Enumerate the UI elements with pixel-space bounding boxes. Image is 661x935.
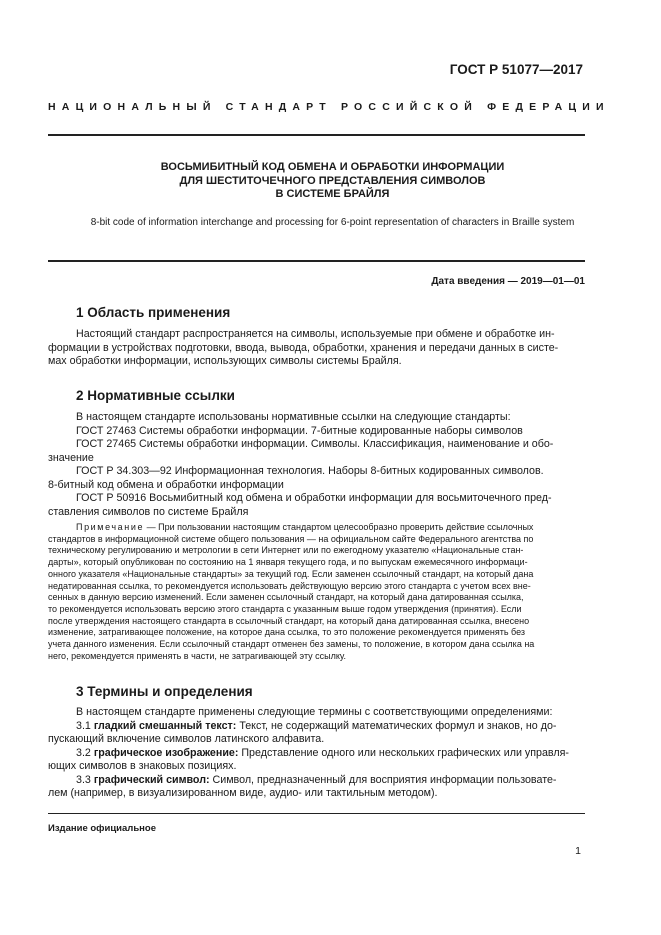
section-3-heading: 3 Термины и определения	[76, 684, 253, 699]
term-number: 3.1	[76, 719, 94, 732]
section-1-line: Настоящий стандарт распространяется на символы, используемые при обмене и обработке ин-	[76, 328, 555, 340]
standard-number: ГОСТ Р 51077—2017	[449, 62, 583, 77]
term-number: 3.2	[76, 746, 94, 759]
note-label: Примечание	[76, 522, 145, 532]
term-name: графический символ:	[93, 773, 210, 786]
top-divider	[48, 134, 585, 136]
term-definition: Символ, предназначенный для восприятия информации пользовате-	[209, 773, 557, 786]
official-edition-label: Издание официальное	[48, 823, 156, 834]
term-name: графическое изображение:	[93, 746, 239, 759]
term-number: 3.3	[76, 773, 94, 786]
note-line: учета данного изменения. Если ссылочный стандарт отменен без замены, то положение, в котором дана ссылка на	[48, 639, 535, 650]
section-1-line: формации в устройствах подготовки, ввода, вывода, обработки, хранения и передачи данных в систе-	[48, 341, 559, 354]
term-definition: Представление одного или нескольких графических или управля-	[238, 746, 569, 759]
section-2-heading: 2 Нормативные ссылки	[76, 388, 235, 403]
term-name: гладкий смешанный текст:	[93, 719, 237, 732]
page-number: 1	[575, 845, 581, 857]
note-line: после утверждения настоящего стандарта в ссылочный стандарт, на который дана датированная ссылка, внесено	[48, 615, 530, 626]
note-first-line	[48, 522, 585, 534]
introduction-date: Дата введения — 2019—01—01	[431, 276, 585, 287]
reference-gost-27465: ГОСТ 27465 Системы обработки информации. Символы. Классификация, наименование и обо-	[76, 438, 554, 450]
note-line: него, рекомендуется применять в части, не затрагивающей эту ссылку.	[48, 650, 347, 661]
note-line: техническому регулированию и метрологии в сети Интернет или по ежегодному указателю «Национальные стан-	[48, 545, 524, 556]
note-line: сенных в данную версию изменений. Если заменен ссылочный стандарт, на который дана датированная ссылка,	[48, 592, 524, 603]
note-line: стандартов в информационной системе общего пользования — на официальном сайте Федерального агентства по	[48, 533, 534, 544]
title-line-3: В СИСТЕМЕ БРАЙЛЯ	[275, 188, 390, 200]
document-title-ru	[48, 161, 617, 202]
term-3-1	[48, 720, 585, 734]
title-line-1: ВОСЬМИБИТНЫЙ КОД ОБМЕНА И ОБРАБОТКИ ИНФОРМАЦИИ	[160, 161, 505, 173]
term-3-2	[48, 747, 585, 761]
reference-gost-27463: ГОСТ 27463 Системы обработки информации. 7-битные кодированные наборы символов	[76, 424, 523, 437]
note-line: изменение, затрагивающее положение, на которое дана ссылка, то это положение рекомендуется применять без	[48, 627, 526, 638]
document-title-en: 8-bit code of information interchange and processing for 6-point representation of characters in Braille system	[90, 217, 575, 228]
term-3-1-continued: пускающий включение символов латинского алфавита.	[48, 733, 325, 745]
footer-divider	[48, 813, 585, 814]
section-2-line: В настоящем стандарте использованы нормативные ссылки на следующие стандарты:	[76, 411, 511, 423]
section-2-note	[48, 522, 585, 662]
section-1-body	[48, 328, 585, 369]
title-line-2: ДЛЯ ШЕСТИТОЧЕЧНОГО ПРЕДСТАВЛЕНИЯ СИМВОЛОВ	[179, 174, 486, 187]
reference-gost-r-50916: ГОСТ Р 50916 Восьмибитный код обмена и обработки информации для восьмиточечного пред-	[76, 492, 552, 504]
section-2-line: 8-битный код обмена и обработки информации	[48, 478, 284, 491]
term-3-3	[48, 774, 585, 788]
note-line: недатированная ссылка, то рекомендуется использовать действующую версию этого стандарта с учетом всех вне-	[48, 580, 531, 591]
section-3-body	[48, 706, 585, 801]
term-definition: Текст, не содержащий математических формул и знаков, но до-	[236, 719, 557, 732]
section-2-line: значение	[48, 451, 94, 464]
section-1-heading: 1 Область применения	[76, 305, 231, 320]
national-standard-banner: НАЦИОНАЛЬНЫЙ СТАНДАРТ РОССИЙСКОЙ ФЕДЕРАЦИИ	[48, 101, 610, 113]
section-3-intro: В настоящем стандарте применены следующие термины с соответствующими определениями:	[76, 706, 553, 718]
note-line: дарты», который опубликован по состоянию на 1 января текущего года, и по выпускам ежемесячного информаци-	[48, 557, 528, 568]
section-1-line: мах обработки информации, использующих символы системы Брайля.	[48, 355, 402, 367]
reference-gost-r-34-303: ГОСТ Р 34.303—92 Информационная технология. Наборы 8-битных кодированных символов.	[76, 465, 544, 477]
term-3-2-continued: ющих символов в знаковых позициях.	[48, 760, 237, 772]
note-text: — При пользовании настоящим стандартом целесообразно проверить действие ссылочных	[144, 522, 534, 532]
title-divider	[48, 260, 585, 262]
note-line: онного указателя «Национальные стандарты» за текущий год. Если заменен ссылочный стандарт, на который дана	[48, 568, 534, 579]
section-2-body	[48, 411, 585, 519]
term-3-3-continued: лем (например, в визуализированном виде, аудио- или тактильным методом).	[48, 787, 438, 799]
note-line: то рекомендуется использовать версию этого стандарта с указанным выше годом утверждения (принятия). Если	[48, 603, 522, 614]
section-2-line: ставления символов по системе Брайля	[48, 505, 249, 518]
